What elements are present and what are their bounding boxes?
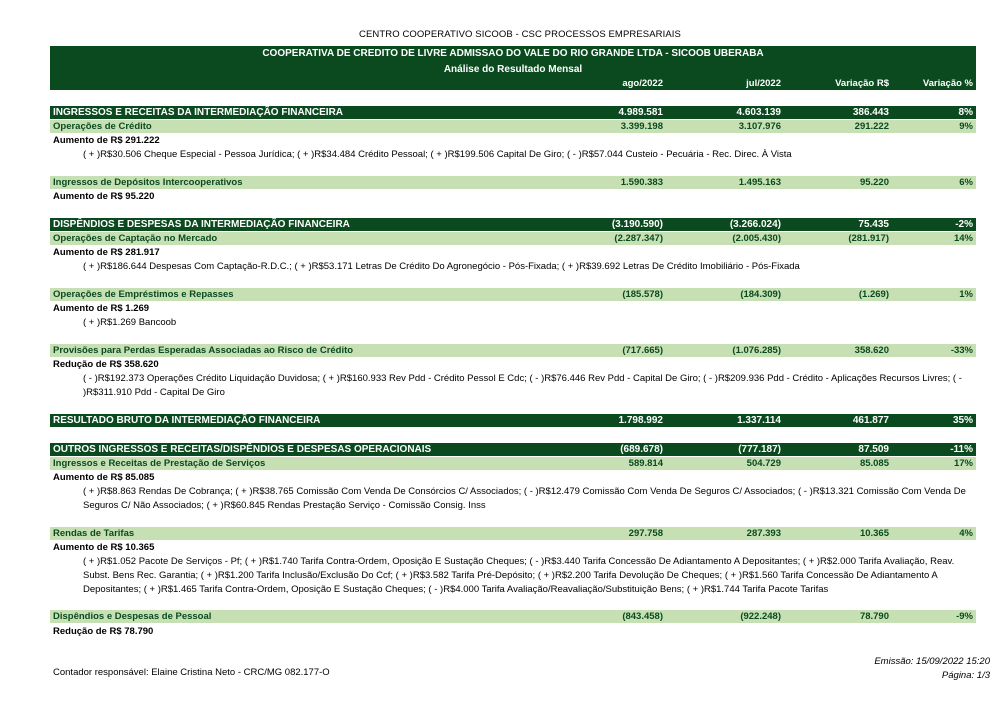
- variation-detail: ( - )R$192.373 Operações Crédito Liquidação Duvidosa; ( + )R$160.933 Rev Pdd - Crédito Pessol E Cdc; ( - )R$76.446 Rev Pdd - Capital De Giro; ( - )R$209.936 Pdd - Crédito - Aplicações Recursos Livres; ( - )R$311.910 Pdd - Capital De Giro: [83, 373, 962, 398]
- variation-detail: ( + )R$186.644 Despesas Com Captação-R.D.C.; ( + )R$53.171 Letras De Crédito Do Agronegócio - Pós-Fixada; ( + )R$39.692 Letras De Crédito Imobiliário - Pós-Fixada: [83, 261, 800, 272]
- variation-note: Aumento de R$ 85.085: [53, 472, 155, 483]
- value-jul: (1.076.285): [732, 345, 781, 356]
- value-ago: 1.798.992: [618, 415, 663, 426]
- variation-detail: ( + )R$1.052 Pacote De Serviços - Pf; ( + )R$1.740 Tarifa Contra-Ordem, Oposição E Sustação Cheques; ( - )R$3.440 Tarifa Concessão De Adiantamento A Depositantes; ( + )R$2.000 Tarifa Avaliação, Reav. Subst. Bens Rec. Garantia; ( + )R$1.200 Tarifa Inclusão/Exclusão Do Ccf; ( + )R$3.582 Tarifa Pré-Depósito; ( + )R$2.200 Tarifa Devolução De Cheques; ( + )R$1.560 Tarifa Concessão De Adiantamento A Depositantes; ( + )R$1.465 Tarifa Contra-Ordem, Oposição E Sustação Cheques; ( - )R$4.000 Tarifa Avaliação/Reavaliação/Substituição Bens; ( + )R$1.744 Tarifa Pacote Tarifas: [83, 556, 955, 595]
- value-variation: 461.877: [852, 415, 889, 426]
- value-jul: (2.005.430): [732, 233, 781, 244]
- value-variation: 78.790: [859, 611, 889, 622]
- cooperative-name: COOPERATIVA DE CREDITO DE LIVRE ADMISSAO DO VALE DO RIO GRANDE LTDA - SICOOB UBERABA: [50, 46, 976, 62]
- value-jul: (184.309): [740, 289, 781, 300]
- row-label: Provisões para Perdas Esperadas Associadas ao Risco de Crédito: [53, 345, 354, 356]
- sub-row-despesas-pessoal: [50, 610, 976, 623]
- emission-timestamp: Emissão: 15/09/2022 15:20: [874, 656, 990, 667]
- value-variation-percent: -11%: [950, 444, 973, 455]
- value-variation-percent: 1%: [959, 289, 973, 300]
- value-variation-percent: -33%: [950, 345, 973, 356]
- value-ago: (689.678): [620, 444, 663, 455]
- value-ago: (2.287.347): [614, 233, 663, 244]
- sub-row-prestacao-servicos: [50, 457, 976, 470]
- accountant-signature: Contador responsável: Elaine Cristina Neto - CRC/MG 082.177-O: [53, 667, 330, 678]
- document-title: CENTRO COOPERATIVO SICOOB - CSC PROCESSOS EMPRESARIAIS: [359, 29, 681, 40]
- value-jul: 4.603.139: [736, 107, 781, 118]
- value-ago: 1.590.383: [620, 177, 663, 188]
- row-label: Operações de Empréstimos e Repasses: [53, 289, 234, 300]
- variation-note: Aumento de R$ 95.220: [53, 191, 155, 202]
- value-variation-percent: 4%: [959, 528, 973, 539]
- value-ago: (717.665): [622, 345, 663, 356]
- value-variation-percent: 14%: [953, 233, 973, 244]
- report-name: Análise do Resultado Mensal: [50, 62, 976, 77]
- row-label: Dispêndios e Despesas de Pessoal: [53, 611, 212, 622]
- value-variation: 386.443: [852, 107, 889, 118]
- value-ago: (843.458): [622, 611, 663, 622]
- value-variation: 291.222: [854, 121, 889, 132]
- value-variation-percent: -9%: [956, 611, 973, 622]
- value-jul: 1.495.163: [738, 177, 781, 188]
- row-label: Rendas de Tarifas: [53, 528, 135, 539]
- section-row-resultado-bruto: [50, 414, 976, 427]
- value-ago: 4.989.581: [618, 107, 663, 118]
- value-variation: 87.509: [858, 444, 889, 455]
- value-ago: 297.758: [628, 528, 663, 539]
- value-jul: 504.729: [746, 458, 781, 469]
- variation-detail: ( + )R$30.506 Cheque Especial - Pessoa Jurídica; ( + )R$34.484 Crédito Pessoal; ( + )R$199.506 Capital De Giro; ( - )R$57.044 Custeio - Pecuária - Rec. Direc. À Vista: [83, 149, 792, 160]
- sub-row-operacoes-credito: [50, 120, 976, 133]
- value-variation: 95.220: [859, 177, 889, 188]
- page-number: Página: 1/3: [941, 670, 990, 681]
- sub-row-captacao-mercado: [50, 232, 976, 245]
- value-variation-percent: 6%: [959, 177, 973, 188]
- value-ago: (185.578): [622, 289, 663, 300]
- value-jul: (3.266.024): [729, 219, 781, 230]
- value-variation: 75.435: [858, 219, 889, 230]
- variation-note: Aumento de R$ 10.365: [53, 542, 155, 553]
- value-variation-percent: 17%: [953, 458, 973, 469]
- value-variation-percent: 8%: [958, 107, 973, 118]
- value-variation: (281.917): [848, 233, 889, 244]
- row-label: INGRESSOS E RECEITAS DA INTERMEDIAÇÃO FINANCEIRA: [53, 107, 344, 118]
- value-variation-percent: 9%: [959, 121, 973, 132]
- column-header-ago: ago/2022: [622, 78, 663, 89]
- value-variation: 10.365: [859, 528, 889, 539]
- section-row-outros-ingressos: [50, 443, 976, 456]
- value-jul: 3.107.976: [738, 121, 781, 132]
- row-label: RESULTADO BRUTO DA INTERMEDIAÇÃO FINANCEIRA: [53, 415, 321, 426]
- value-ago: 3.399.198: [620, 121, 663, 132]
- column-headers: [50, 77, 976, 90]
- row-label: Operações de Crédito: [53, 121, 152, 132]
- variation-note: Aumento de R$ 281.917: [53, 247, 160, 258]
- variation-detail: ( + )R$8.863 Rendas De Cobrança; ( + )R$38.765 Comissão Com Venda De Consórcios C/ Associados; ( - )R$12.479 Comissão Com Venda De Seguros C/ Associados; ( - )R$13.321 Comissão Com Venda De Seguros C/ Não Associados; ( + )R$60.845 Rendas Prestação Serviço - Comissão Consig. Inss: [83, 486, 966, 511]
- row-label: OUTROS INGRESSOS E RECEITAS/DISPÊNDIOS E DESPESAS OPERACIONAIS: [53, 444, 432, 455]
- sub-row-provisoes-perdas: [50, 344, 976, 357]
- value-variation-percent: 35%: [952, 415, 973, 426]
- value-ago: 589.814: [628, 458, 663, 469]
- column-header-jul: jul/2022: [746, 78, 781, 89]
- variation-note: Aumento de R$ 291.222: [53, 135, 160, 146]
- variation-note: Aumento de R$ 1.269: [53, 303, 150, 314]
- value-variation: 358.620: [854, 345, 889, 356]
- value-variation-percent: -2%: [955, 219, 973, 230]
- sub-row-rendas-tarifas: [50, 527, 976, 540]
- value-variation: (1.269): [858, 289, 889, 300]
- value-ago: (3.190.590): [611, 219, 663, 230]
- value-jul: (922.248): [740, 611, 781, 622]
- value-jul: 287.393: [746, 528, 781, 539]
- variation-note: Redução de R$ 78.790: [53, 626, 154, 637]
- sub-row-emprestimos-repasses: [50, 288, 976, 301]
- footer-meta: [874, 655, 990, 683]
- variation-detail: ( + )R$1.269 Bancoob: [83, 317, 177, 328]
- section-row-dispendios: [50, 218, 976, 231]
- row-label: Operações de Captação no Mercado: [53, 233, 218, 244]
- section-row-ingressos: [50, 106, 976, 119]
- column-header-variation-percent: Variação %: [922, 78, 973, 89]
- row-label: Ingressos de Depósitos Intercooperativos: [53, 177, 243, 188]
- variation-note: Redução de R$ 358.620: [53, 359, 159, 370]
- sub-row-depositos-intercooperativos: [50, 176, 976, 189]
- value-jul: (777.187): [738, 444, 781, 455]
- row-label: DISPÊNDIOS E DESPESAS DA INTERMEDIAÇÃO FINANCEIRA: [53, 219, 350, 230]
- value-jul: 1.337.114: [737, 415, 781, 426]
- row-label: Ingressos e Receitas de Prestação de Serviços: [53, 458, 266, 469]
- value-variation: 85.085: [859, 458, 889, 469]
- column-header-variation-value: Variação R$: [835, 78, 889, 89]
